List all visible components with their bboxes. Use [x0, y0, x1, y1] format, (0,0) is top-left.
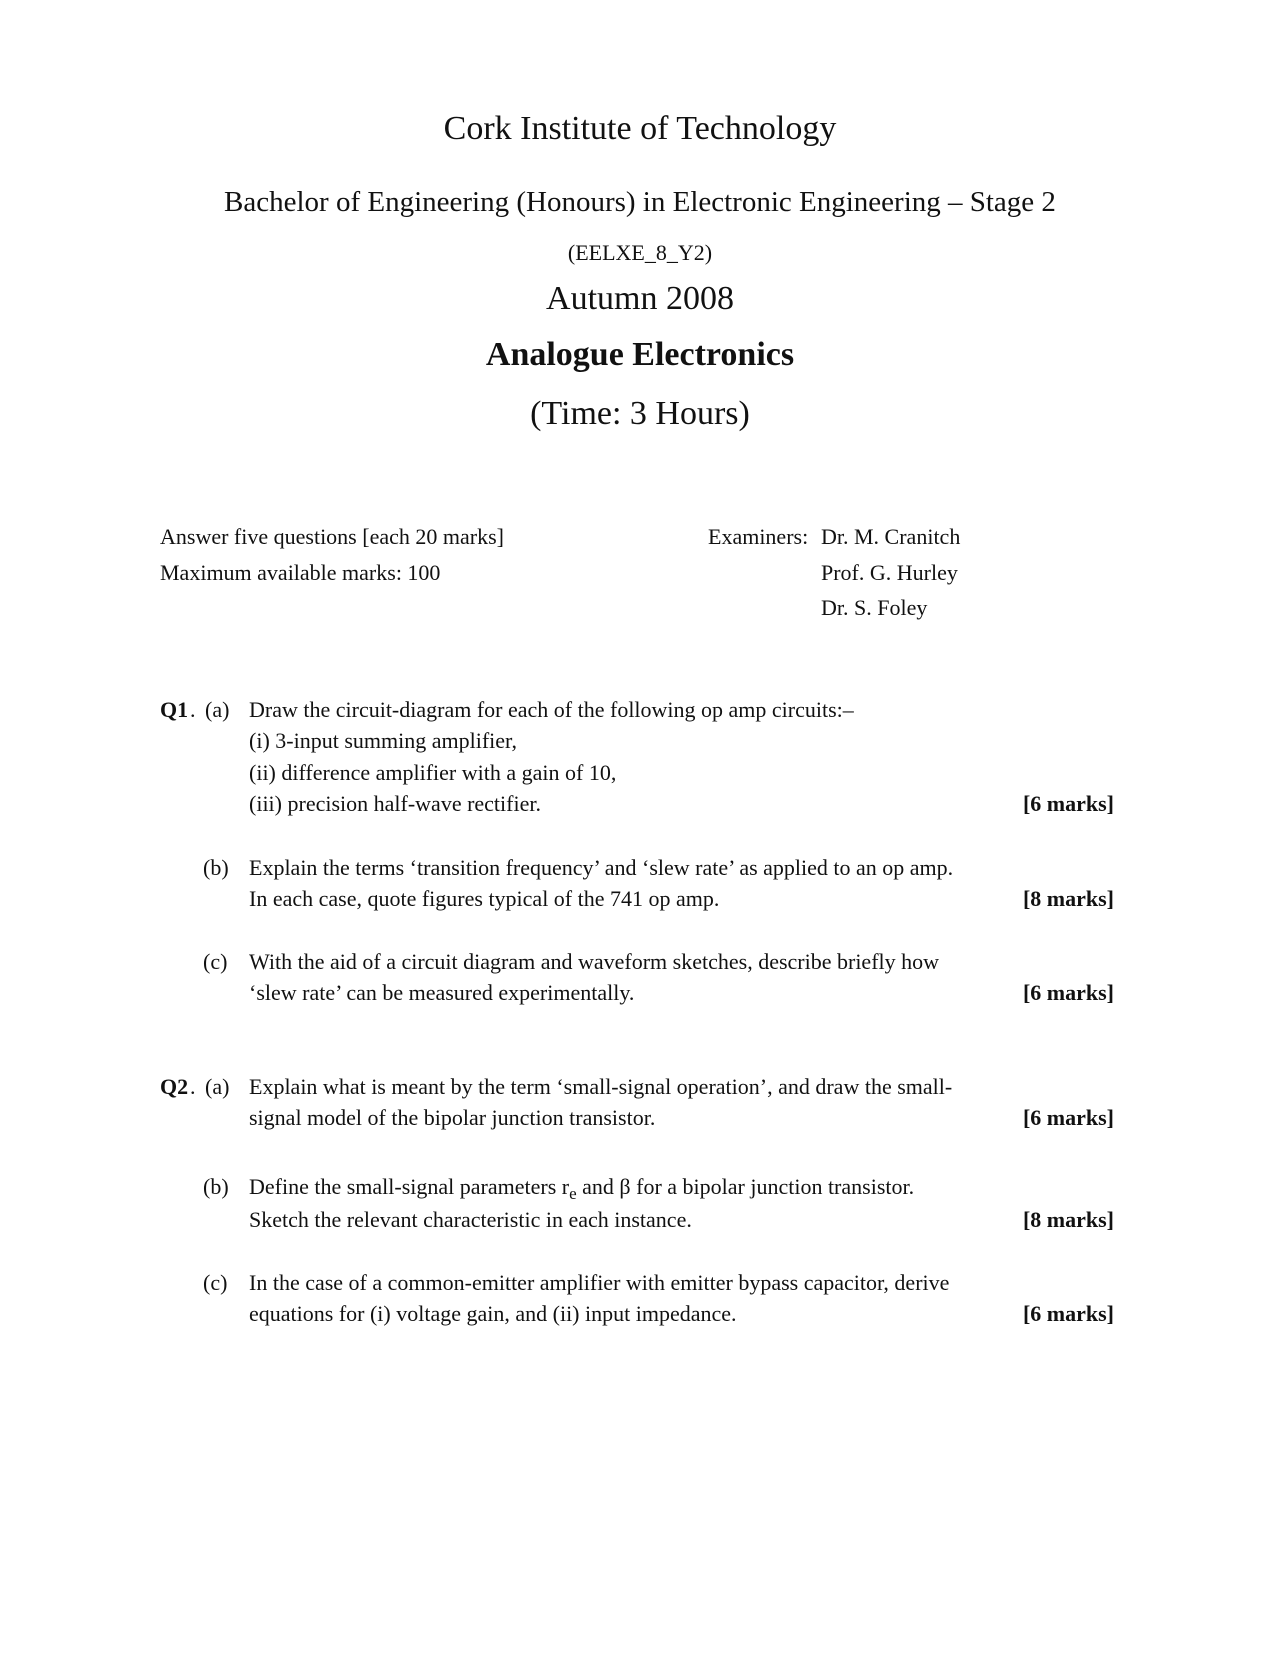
text-segment: Define the small-signal parameters r	[249, 1174, 570, 1199]
examiner-name: Dr. S. Foley	[821, 595, 928, 620]
question-text: signal model of the bipolar junction transistor.	[249, 1105, 656, 1130]
question-text: ‘slew rate’ can be measured experimentally.	[249, 980, 635, 1005]
course-code: (EELXE_8_Y2)	[567, 240, 713, 265]
question-dot: .	[190, 1074, 196, 1099]
marks-label: [6 marks]	[1022, 791, 1114, 816]
question-text: Sketch the relevant characteristic in each instance.	[249, 1207, 692, 1232]
part-label: (b)	[203, 855, 229, 880]
answer-instruction: Answer five questions [each 20 marks]	[160, 524, 504, 549]
question-text: equations for (i) voltage gain, and (ii) input impedance.	[249, 1301, 737, 1326]
marks-label: [8 marks]	[1022, 886, 1114, 911]
question-dot: .	[190, 697, 196, 722]
part-label: (b)	[203, 1174, 229, 1199]
examiner-name: Prof. G. Hurley	[821, 560, 958, 585]
question-number: Q2	[160, 1074, 189, 1099]
exam-duration: (Time: 3 Hours)	[530, 395, 750, 432]
question-number: Q1	[160, 697, 189, 722]
question-text: Draw the circuit-diagram for each of the following op amp circuits:–	[249, 697, 854, 722]
part-label: (c)	[203, 949, 228, 974]
examiners-label: Examiners:	[708, 524, 809, 549]
text-segment: and β for a bipolar junction transistor.	[576, 1174, 915, 1199]
part-label: (a)	[205, 1074, 230, 1099]
question-text: (iii) precision half-wave rectifier.	[249, 791, 541, 816]
marks-label: [8 marks]	[1022, 1207, 1114, 1232]
question-text: (i) 3-input summing amplifier,	[249, 728, 517, 753]
question-text: In the case of a common-emitter amplifier with emitter bypass capacitor, derive	[249, 1270, 950, 1295]
marks-label: [6 marks]	[1022, 1105, 1114, 1130]
question-text: With the aid of a circuit diagram and waveform sketches, describe briefly how	[249, 949, 940, 974]
question-text: Explain what is meant by the term ‘small-signal operation’, and draw the small-	[249, 1074, 953, 1099]
marks-label: [6 marks]	[1022, 980, 1114, 1005]
subject-title: Analogue Electronics	[485, 336, 795, 373]
question-text: Explain the terms ‘transition frequency’ and ‘slew rate’ as applied to an op amp.	[249, 855, 954, 880]
question-text	[249, 1174, 914, 1204]
question-text: (ii) difference amplifier with a gain of 10,	[249, 760, 617, 785]
subscript: e	[569, 1184, 577, 1203]
exam-session: Autumn 2008	[546, 280, 734, 317]
marks-label: [6 marks]	[1022, 1301, 1114, 1326]
examiner-name: Dr. M. Cranitch	[821, 524, 961, 549]
part-label: (c)	[203, 1270, 228, 1295]
maximum-marks: Maximum available marks: 100	[160, 560, 441, 585]
programme-title: Bachelor of Engineering (Honours) in Electronic Engineering – Stage 2	[224, 186, 1056, 218]
question-text: In each case, quote figures typical of the 741 op amp.	[249, 886, 720, 911]
part-label: (a)	[205, 697, 230, 722]
institution-title: Cork Institute of Technology	[443, 110, 837, 147]
